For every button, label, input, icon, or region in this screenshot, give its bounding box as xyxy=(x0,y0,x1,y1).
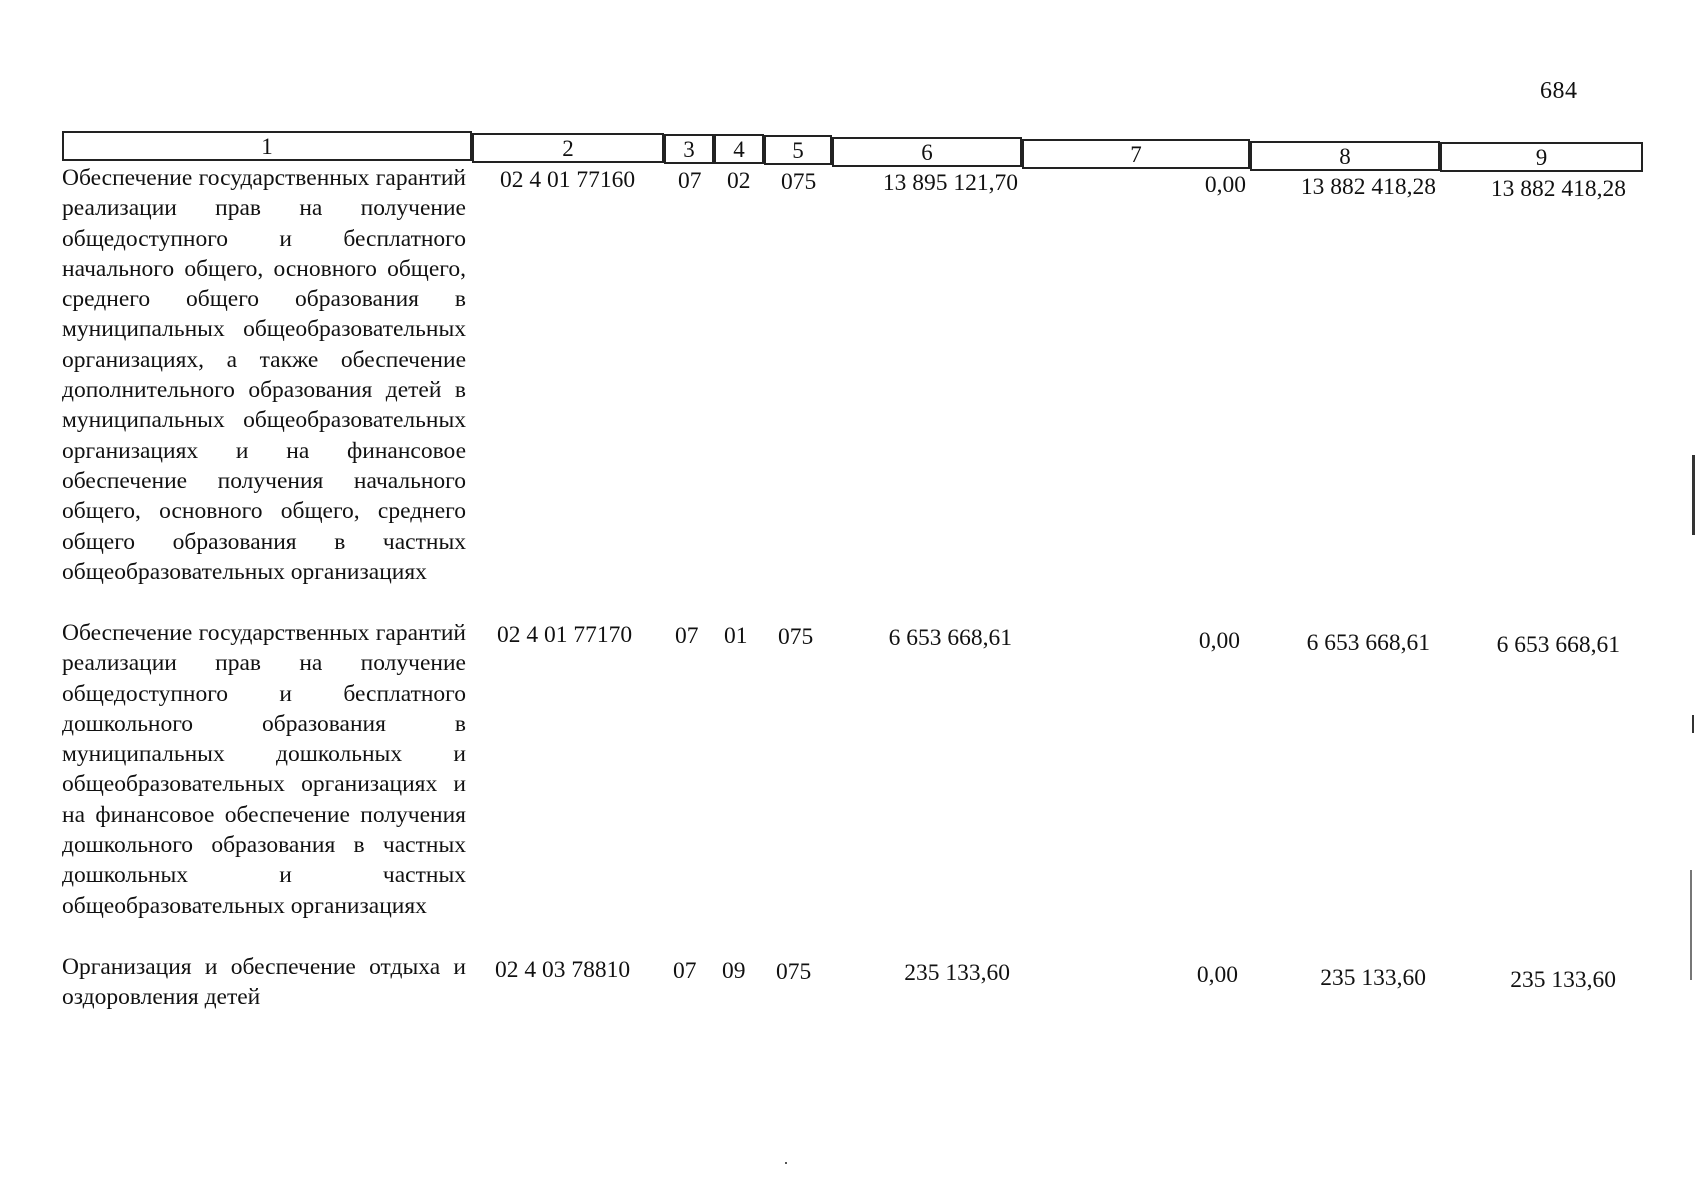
column-header-5: 5 xyxy=(764,135,832,165)
column-header-7: 7 xyxy=(1022,139,1250,169)
row-description: Организация и обеспечение отдыха и оздоровления детей xyxy=(62,954,466,1011)
row-amount-8: 235 133,60 xyxy=(1320,965,1426,991)
row-amount-9: 13 882 418,28 xyxy=(1490,176,1626,202)
column-header-6: 6 xyxy=(832,137,1022,167)
scan-edge-mark xyxy=(1690,870,1692,980)
row-amount-8: 13 882 418,28 xyxy=(1300,174,1436,200)
row-section: 07 xyxy=(678,168,702,194)
row-description: Обеспечение государственных гарантий реализации прав на получение общедоступного и бесплатного дошкольного образования в муниципальных дошкольных и общеобразовательных организациях и на финансовое обеспечение получения дошкольного образования в частных дошкольных и частных общеобразовательных организациях xyxy=(62,620,466,919)
column-header-8: 8 xyxy=(1250,141,1440,171)
scan-edge-mark xyxy=(1692,715,1694,733)
row-amount-9: 235 133,60 xyxy=(1510,967,1616,993)
row-expense-type: 075 xyxy=(776,959,812,985)
row-expense-type: 075 xyxy=(781,169,817,195)
column-header-2: 2 xyxy=(472,133,664,163)
page-number: 684 xyxy=(1540,78,1578,104)
column-header-9: 9 xyxy=(1440,142,1643,172)
row-expense-type: 075 xyxy=(778,624,814,650)
row-amount-7: 0,00 xyxy=(1198,628,1240,654)
row-amount-7: 0,00 xyxy=(1196,962,1238,988)
row-code: 02 4 03 78810 xyxy=(495,957,631,983)
row-amount-6: 6 653 668,61 xyxy=(888,625,1012,651)
row-code: 02 4 01 77170 xyxy=(497,622,633,648)
scan-edge-mark xyxy=(1692,455,1695,535)
column-header-1: 1 xyxy=(62,131,472,161)
row-section: 07 xyxy=(673,958,697,984)
row-section: 07 xyxy=(675,623,699,649)
row-amount-9: 6 653 668,61 xyxy=(1496,632,1620,658)
row-amount-7: 0,00 xyxy=(1204,172,1246,198)
row-amount-8: 6 653 668,61 xyxy=(1306,630,1430,656)
row-subsection: 09 xyxy=(722,958,746,984)
column-header-3: 3 xyxy=(664,134,714,164)
row-code: 02 4 01 77160 xyxy=(500,167,636,193)
row-subsection: 02 xyxy=(727,168,751,194)
scan-edge-mark xyxy=(785,1162,787,1164)
row-amount-6: 13 895 121,70 xyxy=(882,170,1018,196)
row-amount-6: 235 133,60 xyxy=(904,960,1010,986)
row-description: Обеспечение государственных гарантий реализации прав на получение общедоступного и бесплатного начального общего, основного общего, среднего общего образования в муниципальных общеобразовательных организациях, а также обеспечение дополнительного образования детей в муниципальных общеобразовательных организациях и на финансовое обеспечение получения начального общего, основного общего, среднего общего образования в частных общеобразовательных организациях xyxy=(62,165,466,585)
column-header-4: 4 xyxy=(714,134,764,164)
row-subsection: 01 xyxy=(724,623,748,649)
